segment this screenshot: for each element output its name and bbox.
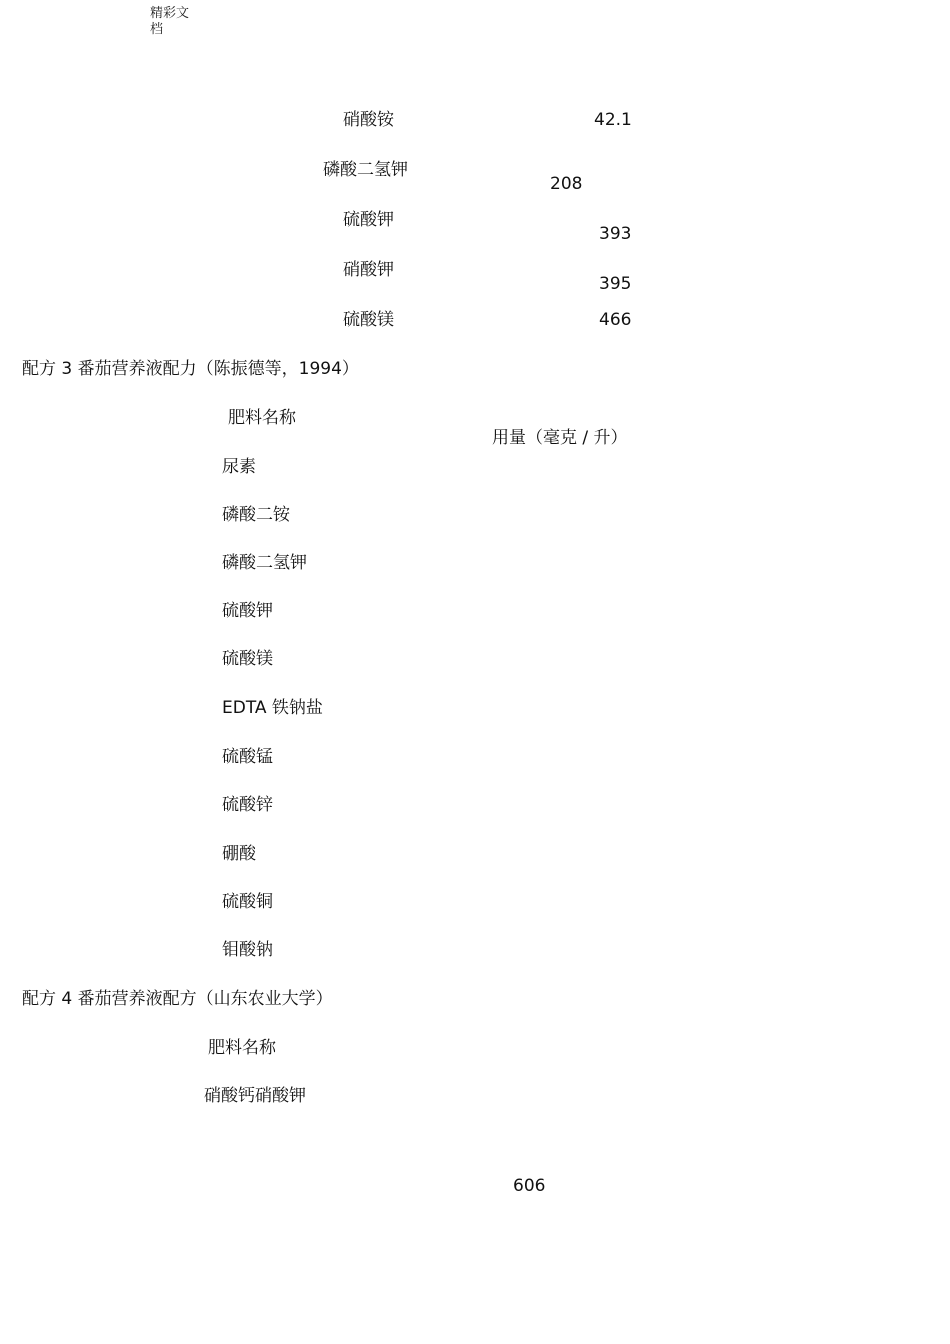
formula3-title: 配方 3 番茄营养液配力（陈振德等，1994） (22, 359, 359, 379)
top-row-name: 硝酸铵 (343, 110, 394, 130)
formula3-col-amount-header: 用量（毫克 / 升） (492, 428, 628, 448)
formula3-item: 硼酸 (222, 844, 256, 864)
formula3-item: 硫酸锌 (222, 795, 273, 815)
formula3-item: 钼酸钠 (222, 940, 273, 960)
formula3-item: 硫酸铜 (222, 892, 273, 912)
watermark-line-1: 精彩文 (150, 6, 190, 21)
formula3-item: 硫酸镁 (222, 649, 273, 669)
formula4-partial-value-clip (500, 1172, 560, 1191)
formula3-col-name-header: 肥料名称 (228, 408, 296, 428)
formula4-col-name-header: 肥料名称 (208, 1038, 276, 1058)
top-row-value: 466 (599, 310, 632, 330)
formula3-item: EDTA 铁钠盐 (222, 698, 323, 718)
top-row-value: 393 (599, 224, 632, 244)
top-row-value: 42.1 (594, 110, 632, 130)
formula3-item: 尿素 (222, 457, 256, 477)
top-row-name: 磷酸二氢钾 (323, 160, 408, 180)
top-row-value: 395 (599, 274, 632, 294)
top-row-name: 硝酸钾 (343, 260, 394, 280)
formula4-title: 配方 4 番茄营养液配方（山东农业大学） (22, 989, 333, 1009)
top-row-name: 硫酸镁 (343, 310, 394, 330)
watermark-line-2: 档 (150, 22, 164, 37)
formula3-item: 硫酸钾 (222, 601, 273, 621)
formula4-item: 硝酸钙硝酸钾 (204, 1086, 306, 1106)
formula3-item: 硫酸锰 (222, 747, 273, 767)
top-row-value: 208 (550, 174, 583, 194)
top-row-name: 硫酸钾 (343, 210, 394, 230)
formula3-item: 磷酸二铵 (222, 505, 290, 525)
formula4-partial-value: 606 (513, 1176, 546, 1191)
formula3-item: 磷酸二氢钾 (222, 553, 307, 573)
